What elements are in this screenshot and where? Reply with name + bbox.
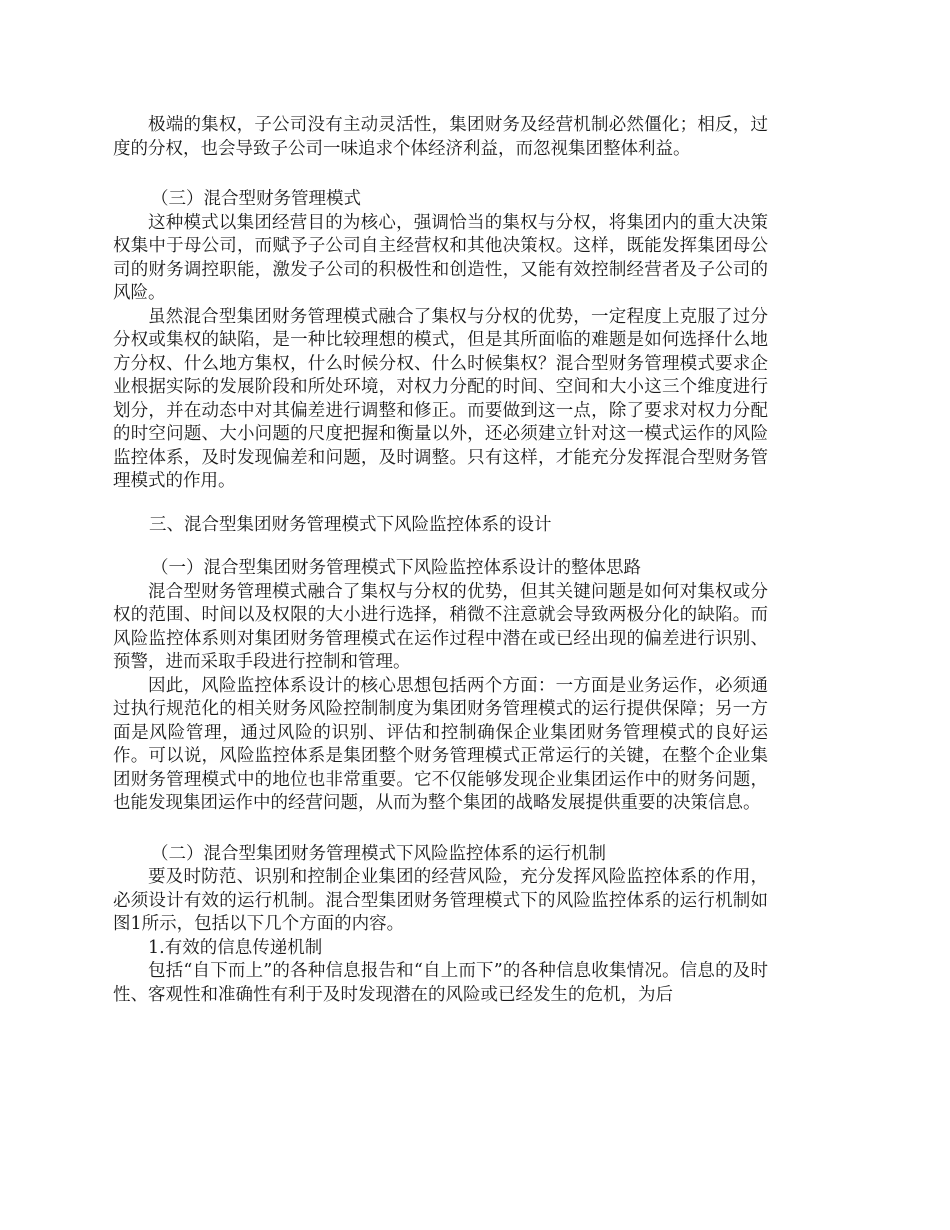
paragraph-core-idea: 因此，风险监控体系设计的核心思想包括两个方面：一方面是业务运作，必须通过执行规范化的相关财务风险控制制度为集团财务管理模式的运行提供保障；另一方面是风险管理，通过风险的识别、评估和控制确保企业集团财务管理模式的良好运作。可以说，风险监控体系是集团整个财务管理模式正常运行的关键，在整个企业集团财务管理模式中的地位也非常重要。它不仅能够发现企业集团运作中的财务问题，也能发现集团运作中的经营问题，从而为整个集团的战略发展提供重要的决策信息。: [113, 675, 768, 813]
subheading-operating-mechanism: （二）混合型集团财务管理模式下风险监控体系的运行机制: [151, 843, 606, 864]
subheading-mixed-model: （三）混合型财务管理模式: [151, 189, 361, 209]
paragraph-mixed-model-challenges: 虽然混合型集团财务管理模式融合了集权与分权的优势，一定程度上克服了过分分权或集权的缺陷，是一种比较理想的模式，但是其所面临的难题是如何选择什么地方分权、什么地方集权，什么时候分权、什么时候集权？混合型财务管理模式要求企业根据实际的发展阶段和所处环境，对权力分配的时间、空间和大小这三个维度进行划分，并在动态中对其偏差进行调整和修正。而要做到这一点，除了要求对权力分配的时空问题、大小问题的尺度把握和衡量以外，还必须建立针对这一模式运作的风险监控体系，及时发现偏差和问题，及时调整。只有这样，才能充分发挥混合型财务管理模式的作用。: [113, 306, 768, 491]
paragraph-centralization-extremes: 极端的集权，子公司没有主动灵活性，集团财务及经营机制必然僵化；相反，过度的分权，也会导致子公司一味追求个体经济利益，而忽视集团整体利益。: [113, 115, 768, 159]
spacer: [113, 816, 768, 843]
spacer: [113, 494, 768, 514]
paragraph-key-issue: 混合型财务管理模式融合了集权与分权的优势，但其关键问题是如何对集权或分权的范围、时间以及权限的大小进行选择，稍微不注意就会导致两极分化的缺陷。而风险监控体系则对集团财务管理模式在运作过程中潜在或已经出现的偏差进行识别、预警，进而采取手段进行控制和管理。: [113, 581, 768, 672]
list-item-information-transfer: 1.有效的信息传递机制: [148, 937, 323, 958]
spacer: [113, 537, 768, 557]
paragraph-mixed-model-description: 这种模式以集团经营目的为核心，强调恰当的集权与分权，将集团内的重大决策权集中于母公司，而赋予子公司自主经营权和其他决策权。这样，既能发挥集团母公司的财务调控职能，激发子公司的积极性和创造性，又能有效控制经营者及子公司的风险。: [113, 212, 768, 303]
subheading-overall-approach: （一）混合型集团财务管理模式下风险监控体系设计的整体思路: [151, 558, 641, 578]
paragraph-mechanism-intro: 要及时防范、识别和控制企业集团的经营风险，充分发挥风险监控体系的作用，必须设计有效的运行机制。混合型集团财务管理模式下的风险监控体系的运行机制如图1所示，包括以下几个方面的内容。: [113, 867, 768, 934]
section-heading-risk-monitoring-design: 三、混合型集团财务管理模式下风险监控体系的设计: [149, 514, 552, 535]
document-body: [113, 114, 768, 1007]
spacer: [113, 161, 768, 188]
paragraph-information-reporting: 包括“自下而上”的各种信息报告和“自上而下”的各种信息收集情况。信息的及时性、客观性和准确性有利于及时发现潜在的风险或已经发生的危机，为后: [113, 961, 768, 1005]
